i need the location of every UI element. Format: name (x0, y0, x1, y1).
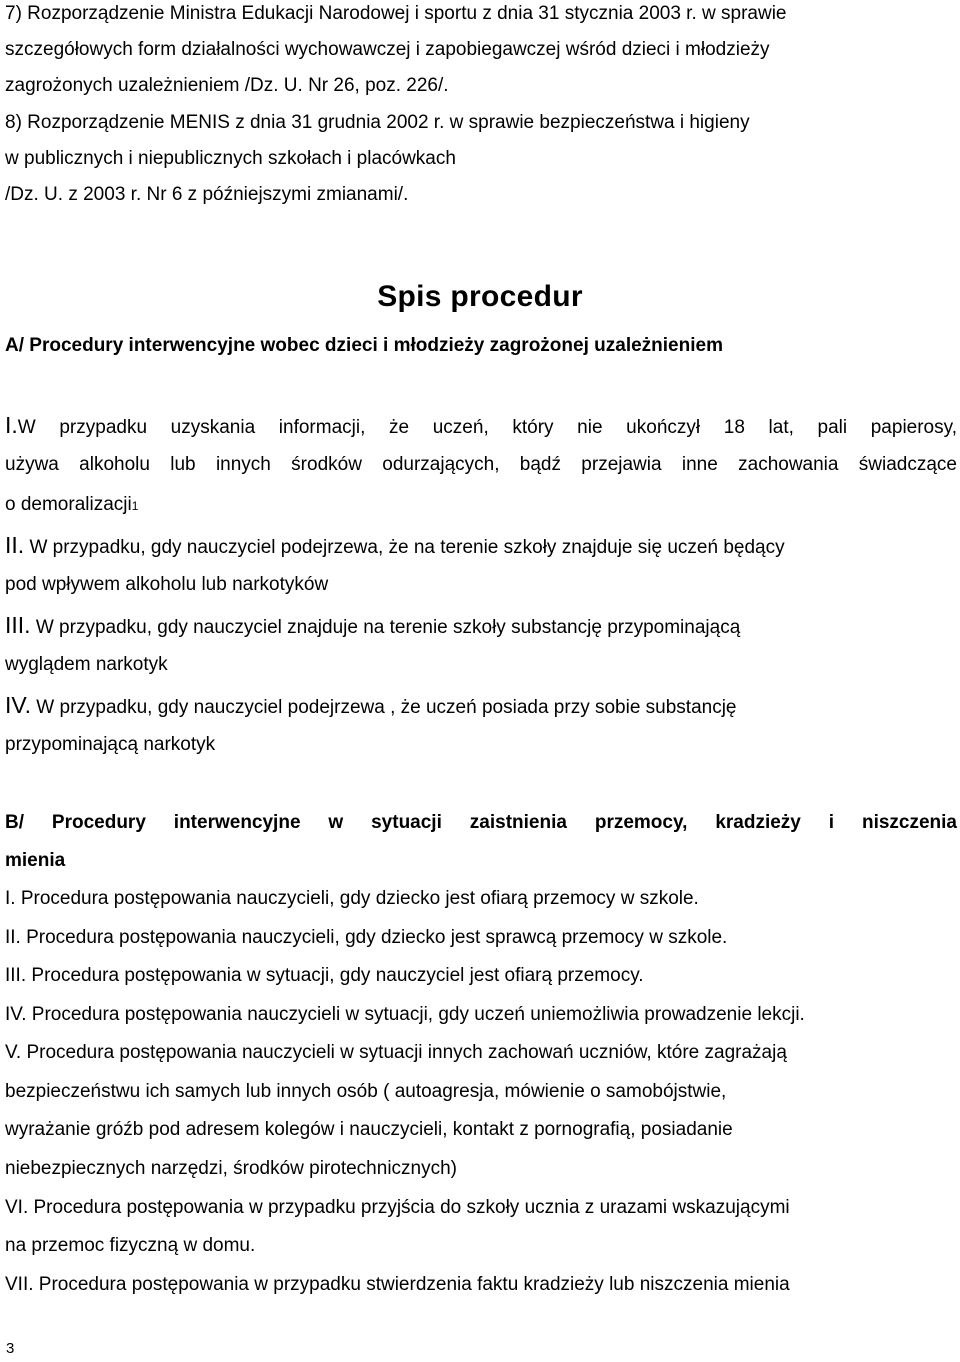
item-text-line: wyglądem narkotyk (5, 654, 168, 675)
list-item: I. Procedura postępowania nauczycieli, gdy dziecko jest ofiarą przemocy w szkole. (5, 888, 699, 909)
item-text-line: pod wpływem alkoholu lub narkotyków (5, 574, 329, 595)
list-item: VI. Procedura postępowania w przypadku przyjścia do szkoły ucznia z urazami wskazującymi (5, 1197, 790, 1218)
legal-ref-line: zagrożonych uzależnieniem /Dz. U. Nr 26, poz. 226/. (5, 75, 449, 96)
list-item-cont: niebezpiecznych narzędzi, środków pirotechnicznych) (5, 1158, 458, 1179)
legal-ref-line: 8) Rozporządzenie MENIS z dnia 31 grudnia 2002 r. w sprawie bezpieczeństwa i higieny (5, 112, 750, 133)
list-item (5, 693, 737, 720)
item-number: II. (5, 532, 25, 558)
list-item: VII. Procedura postępowania w przypadku stwierdzenia faktu kradzieży lub niszczenia mienia (5, 1274, 790, 1295)
page-number: 3 (6, 1340, 15, 1357)
item-text: W przypadku, gdy nauczyciel podejrzewa , że uczeń posiada przy sobie substancję (31, 697, 737, 718)
list-item: III. Procedura postępowania w sytuacji, gdy nauczyciel jest ofiarą przemocy. (5, 965, 644, 986)
legal-ref-line: /Dz. U. z 2003 r. Nr 6 z późniejszymi zmianami/. (5, 184, 409, 205)
list-item-cont: wyrażanie gróźb pod adresem kolegów i nauczycieli, kontakt z pornografią, posiadanie (5, 1119, 733, 1140)
list-item-cont: na przemoc fizyczną w domu. (5, 1235, 256, 1256)
list-item: II. Procedura postępowania nauczycieli, gdy dziecko jest sprawcą przemocy w szkole. (5, 927, 728, 948)
footnote-ref: 1 (131, 499, 139, 513)
item-text: o demoralizacji (5, 494, 132, 515)
section-b-heading-cont: mienia (5, 850, 66, 871)
legal-ref-line: w publicznych i niepublicznych szkołach i placówkach (5, 148, 456, 169)
item-text-line: używa alkoholu lub innych środków odurzających, bądź przejawia inne zachowania świadczące (5, 454, 957, 475)
item-text-line: przypominającą narkotyk (5, 734, 216, 755)
list-item (5, 533, 785, 560)
item-text-line (5, 493, 138, 518)
section-b-heading: B/ Procedury interwencyjne w sytuacji zaistnienia przemocy, kradzieży i niszczenia (5, 812, 957, 833)
item-number: IV. (5, 692, 32, 718)
list-item-cont: bezpieczeństwu ich samych lub innych osób ( autoagresja, mówienie o samobójstwie, (5, 1081, 727, 1102)
legal-ref-line: 7) Rozporządzenie Ministra Edukacji Narodowej i sportu z dnia 31 stycznia 2003 r. w sprawie (5, 3, 787, 24)
list-item (5, 413, 957, 440)
item-text: W przypadku uzyskania informacji, że uczeń, który nie ukończył 18 lat, pali papierosy, (17, 417, 957, 438)
item-text: W przypadku, gdy nauczyciel znajduje na terenie szkoły substancję przypominającą (30, 617, 741, 638)
page-title: Spis procedur (377, 280, 583, 313)
list-item: IV. Procedura postępowania nauczycieli w sytuacji, gdy uczeń uniemożliwia prowadzenie lekcji. (5, 1004, 805, 1025)
list-item: V. Procedura postępowania nauczycieli w sytuacji innych zachowań uczniów, które zagrażają (5, 1042, 787, 1063)
item-number: I. (5, 412, 18, 438)
list-item (5, 613, 740, 640)
item-number: III. (5, 612, 31, 638)
legal-ref-line: szczegółowych form działalności wychowawczej i zapobiegawczej wśród dzieci i młodzieży (5, 39, 770, 60)
item-text: W przypadku, gdy nauczyciel podejrzewa, że na terenie szkoły znajduje się uczeń będący (24, 537, 785, 558)
section-a-heading: A/ Procedury interwencyjne wobec dzieci i młodzieży zagrożonej uzależnieniem (5, 335, 723, 356)
